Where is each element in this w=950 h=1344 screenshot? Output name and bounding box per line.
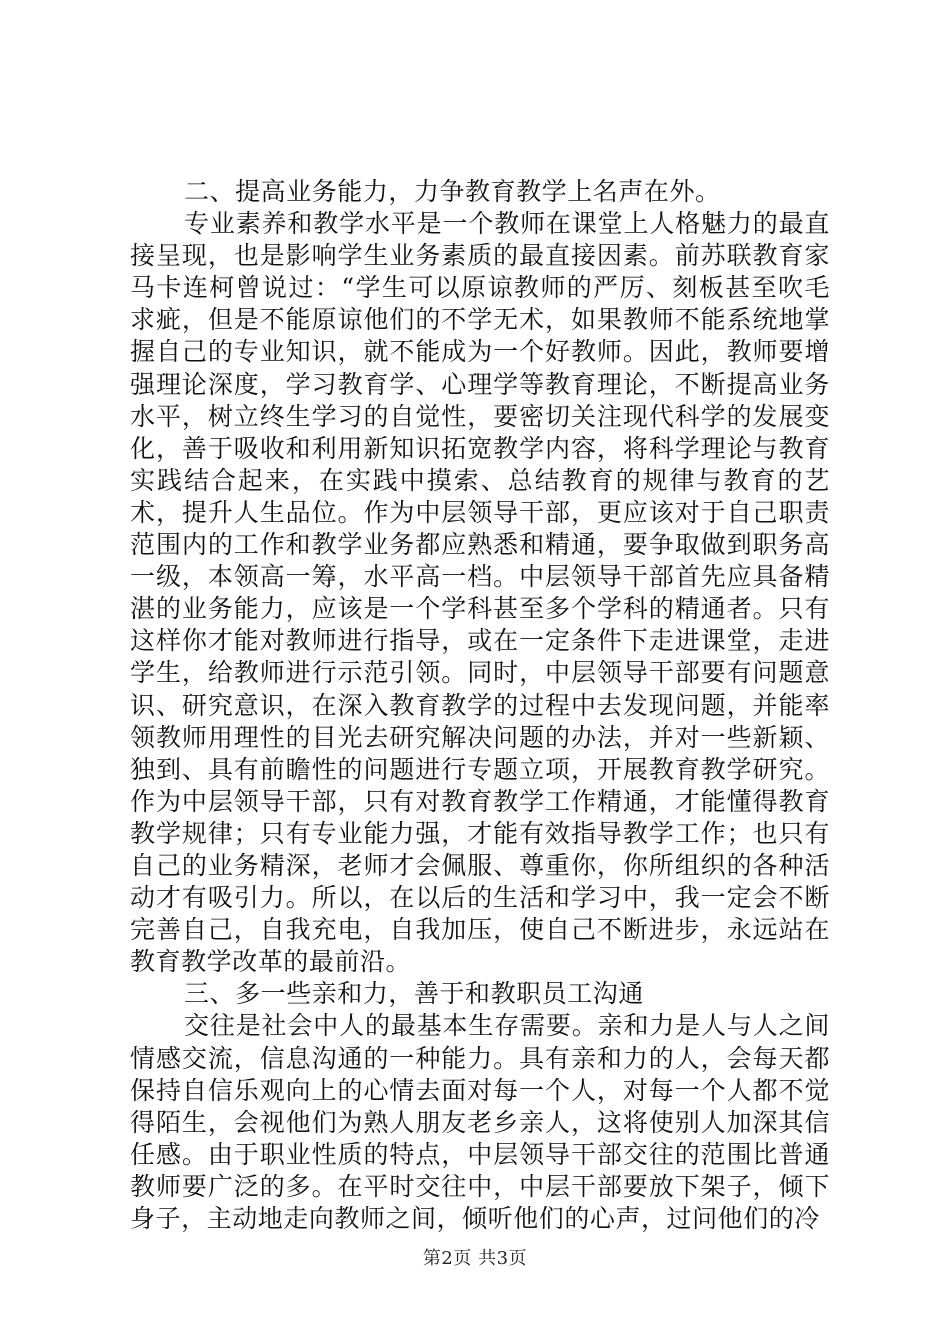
page-number-footer: 第2页 共3页: [422, 1248, 528, 1269]
section-paragraph-3: 交往是社会中人的最基本生存需要。亲和力是人与人之间情感交流，信息沟通的一种能力。具有亲和力的人，会每天都保持自信乐观向上的心情去面对每一个人，对每一个人都不觉得陌生，会视他们为熟人朋友老乡亲人，这将使别人加深其信任感。由于职业性质的特点，中层领导干部交往的范围比普通教师要广泛的多。在平时交往中，中层干部要放下架子，倾下身子，主动地走向教师之间，倾听他们的心声，过问他们的冷: [130, 1011, 830, 1233]
document-body: [130, 176, 830, 1235]
section-heading-2: 二、提高业务能力，力争教育教学上名声在外。: [184, 177, 721, 206]
section-heading-3: 三、多一些亲和力，善于和教职员工沟通: [184, 979, 644, 1009]
section-paragraph-2: 专业素养和教学水平是一个教师在课堂上人格魅力的最直接呈现，也是影响学生业务素质的最直接因素。前苏联教育家马卡连柯曾说过：“学生可以原谅教师的严厉、刻板甚至吹毛求疵，但是不能原谅他们的不学无术，如果教师不能系统地掌握自己的专业知识，就不能成为一个好教师。因此，教师要增强理论深度，学习教育学、心理学等教育理论，不断提高业务水平，树立终生学习的自觉性，要密切关注现代科学的发展变化，善于吸收和利用新知识拓宽教学内容，将科学理论与教育实践结合起来，在实践中摸索、总结教育的规律与教育的艺术，提升人生品位。作为中层领导干部，更应该对于自己职责范围内的工作和教学业务都应熟悉和精通，要争取做到职务高一级，本领高一筹，水平高一档。中层领导干部首先应具备精湛的业务能力，应该是一个学科甚至多个学科的精通者。只有这样你才能对教师进行指导，或在一定条件下走进课堂，走进学生，给教师进行示范引领。同时，中层领导干部要有问题意识、研究意识，在深入教育教学的过程中去发现问题，并能率领教师用理性的目光去研究解决问题的办法，并对一些新颖、独到、具有前瞻性的问题进行专题立项，开展教育教学研究。作为中层领导干部，只有对教育教学工作精通，才能懂得教育教学规律；只有专业能力强，才能有效指导教学工作；也只有自己的业务精深，老师才会佩服、尊重你，你所组织的各种活动才有吸引力。所以，在以后的生活和学习中，我一定会不断完善自己，自我充电，自我加压，使自己不断进步，永远站在教育教学改革的最前沿。: [130, 209, 830, 977]
